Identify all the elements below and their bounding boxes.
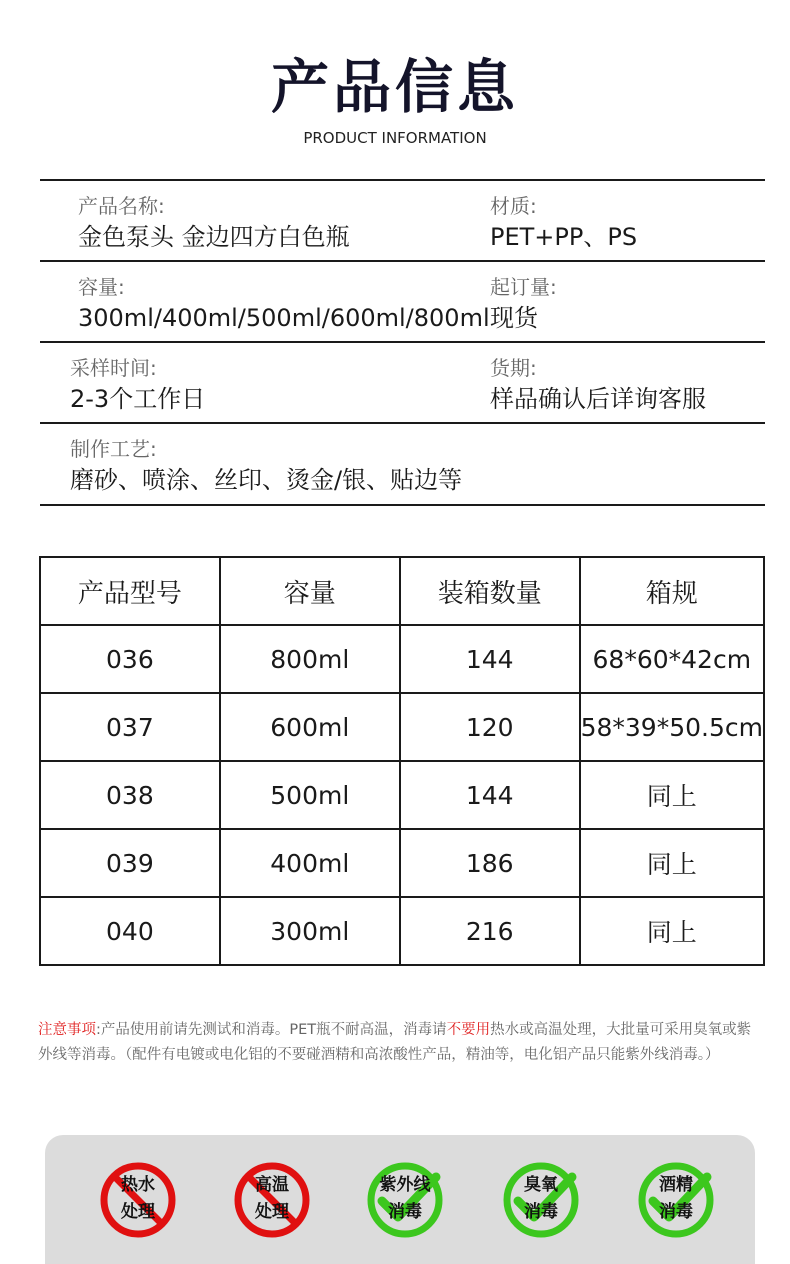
notice-prefix: 注意事项 (38, 1022, 96, 1038)
page-subtitle: PRODUCT INFORMATION (303, 129, 487, 147)
carton-size-cell: 同上 (580, 829, 764, 897)
info-row-name-material (40, 181, 765, 262)
model-cell: 038 (40, 761, 220, 829)
moq-cell (490, 274, 557, 334)
craft-label: 制作工艺: (70, 437, 157, 461)
quantity-cell: 144 (400, 761, 580, 829)
carton-size-cell: 同上 (580, 897, 764, 965)
high-temp-badge (231, 1159, 313, 1241)
craft-value: 磨砂、喷涂、丝印、烫金/银、贴边等 (70, 466, 463, 494)
notice-highlight: 不要用 (446, 1022, 491, 1038)
material-cell (490, 193, 637, 253)
header-model: 产品型号 (40, 557, 220, 625)
badge-line2: 处理 (255, 1202, 289, 1222)
capacity-value: 300ml/400ml/500ml/600ml/800ml (78, 304, 490, 332)
disinfection-panel (45, 1135, 755, 1264)
quantity-cell: 144 (400, 625, 580, 693)
material-label: 材质: (490, 194, 537, 218)
info-row-craft (40, 424, 765, 506)
table-row (40, 761, 764, 829)
ozone-badge (500, 1159, 582, 1241)
spec-table-header-row (40, 557, 764, 625)
page-title: 产品信息 (270, 53, 519, 121)
carton-size-cell: 同上 (580, 761, 764, 829)
badge-line2: 消毒 (659, 1202, 693, 1222)
badge-line1: 紫外线 (379, 1175, 431, 1195)
model-cell: 037 (40, 693, 220, 761)
delivery-cell (490, 355, 706, 415)
material-value: PET+PP、PS (490, 223, 638, 251)
craft-cell (70, 436, 462, 496)
sample-time-cell (70, 355, 205, 415)
product-name-cell (78, 193, 350, 253)
badge-line2: 消毒 (388, 1202, 422, 1222)
product-info-panel (40, 179, 765, 506)
quantity-cell: 120 (400, 693, 580, 761)
header-quantity: 装箱数量 (400, 557, 580, 625)
quantity-cell: 186 (400, 829, 580, 897)
product-name-value: 金色泵头 金边四方白色瓶 (78, 223, 350, 251)
info-row-sample-delivery (40, 343, 765, 424)
sample-time-value: 2-3个工作日 (70, 385, 206, 413)
model-cell: 036 (40, 625, 220, 693)
notice-part1: :产品使用前请先测试和消毒。PET瓶不耐高温，消毒请 (96, 1022, 447, 1038)
spec-table (39, 556, 765, 966)
capacity-cell: 300ml (220, 897, 400, 965)
capacity-cell: 500ml (220, 761, 400, 829)
badge-line1: 酒精 (659, 1175, 693, 1195)
product-name-label: 产品名称: (78, 194, 165, 218)
moq-label: 起订量: (490, 275, 557, 299)
table-row (40, 693, 764, 761)
sample-time-label: 采样时间: (70, 356, 157, 380)
capacity-cell: 800ml (220, 625, 400, 693)
moq-value: 现货 (490, 304, 538, 332)
header-carton-size: 箱规 (580, 557, 764, 625)
capacity-label: 容量: (78, 275, 125, 299)
quantity-cell: 216 (400, 897, 580, 965)
notice-part2: 热水或高温处理，大批量可采用臭氧或紫外线等消毒。（配件有电镀或电化铝的不要碰酒精和高浓酸性产品，精油等，电化铝产品只能紫外线消毒。） (38, 1022, 752, 1063)
capacity-cell (78, 274, 490, 334)
model-cell: 040 (40, 897, 220, 965)
notice-text (38, 1018, 762, 1068)
header-capacity: 容量 (220, 557, 400, 625)
delivery-label: 货期: (490, 356, 537, 380)
badge-line2: 消毒 (524, 1202, 558, 1222)
carton-size-cell: 68*60*42cm (580, 625, 764, 693)
badge-line1: 臭氧 (524, 1175, 558, 1195)
badge-line1: 热水 (121, 1175, 155, 1195)
alcohol-badge (635, 1159, 717, 1241)
badge-line2: 处理 (121, 1202, 155, 1222)
table-row (40, 897, 764, 965)
uv-badge (364, 1159, 446, 1241)
delivery-value: 样品确认后详询客服 (490, 385, 706, 413)
capacity-cell: 400ml (220, 829, 400, 897)
model-cell: 039 (40, 829, 220, 897)
hot-water-badge (97, 1159, 179, 1241)
badge-line1: 高温 (255, 1175, 289, 1195)
info-row-capacity-moq (40, 262, 765, 343)
table-row (40, 829, 764, 897)
table-row (40, 625, 764, 693)
carton-size-cell: 58*39*50.5cm (580, 693, 764, 761)
capacity-cell: 600ml (220, 693, 400, 761)
